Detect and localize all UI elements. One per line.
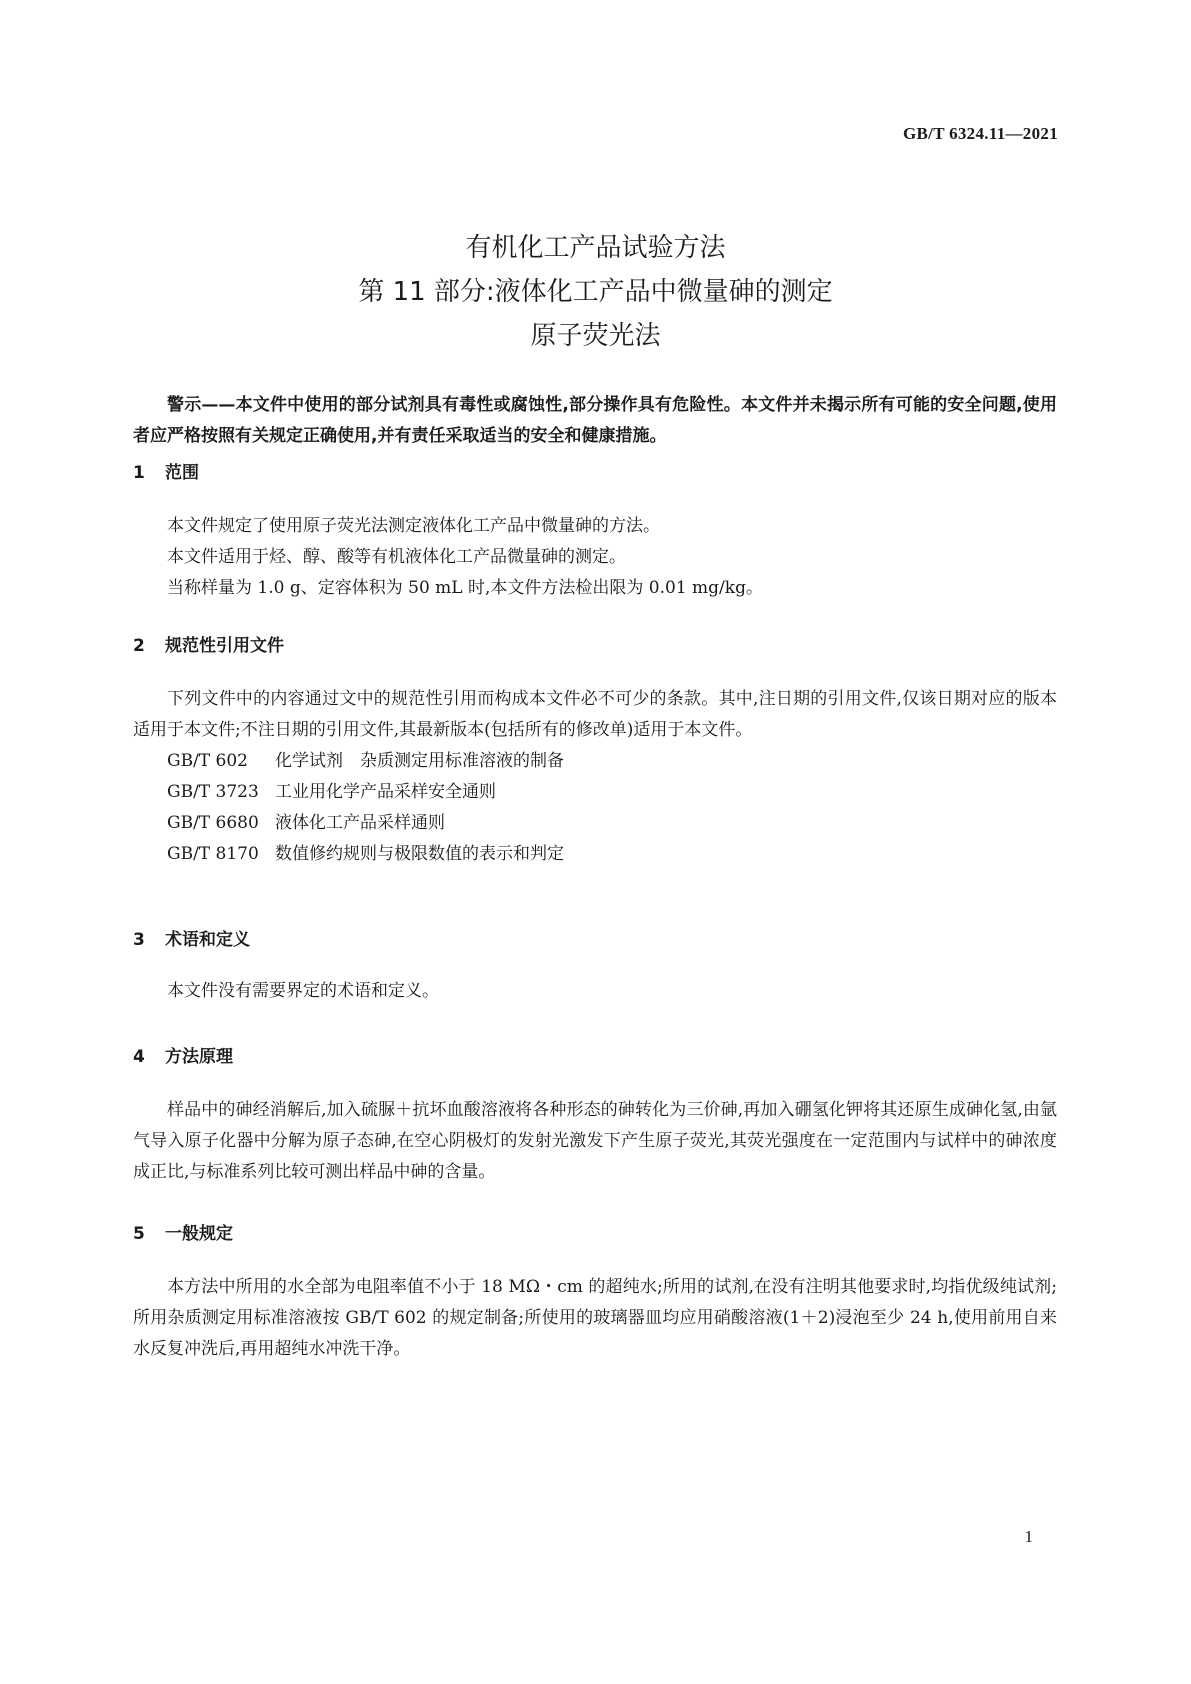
reference-code: GB/T 602 [167,751,248,771]
reference-code: GB/T 6680 [167,813,259,833]
reference-item [133,777,1057,808]
section-1-heading [133,458,199,483]
section-5-body [133,1272,1057,1365]
reference-code: GB/T 3723 [167,782,259,802]
section-number: 4 [133,1047,145,1067]
section-2-heading [133,631,284,656]
reference-title: 化学试剂 杂质测定用标准溶液的制备 [275,751,564,771]
section-number: 1 [133,463,145,483]
section-number: 5 [133,1224,145,1244]
section-title: 一般规定 [165,1224,233,1244]
section-title: 方法原理 [165,1047,233,1067]
paragraph: 本方法中所用的水全部为电阻率值不小于 18 MΩ・cm 的超纯水;所用的试剂,在没有注明其他要求时,均指优级纯试剂;所用杂质测定用标准溶液按 GB/T 602 的规定制备;所使用的玻璃器皿均应用硝酸溶液(1＋2)浸泡至少 24 h,使用前用自来水反复冲洗后,再用超纯水冲洗干净。 [133,1277,1057,1359]
title-line-3: 原子荧光法 [530,321,661,351]
section-5-heading [133,1219,233,1244]
standard-code: GB/T 6324.11—2021 [903,124,1058,143]
section-title: 术语和定义 [165,930,250,950]
warning-text: 警示——本文件中使用的部分试剂具有毒性或腐蚀性,部分操作具有危险性。本文件并未揭示所有可能的安全问题,使用者应严格按照有关规定正确使用,并有责任采取适当的安全和健康措施。 [133,395,1057,446]
reference-item [133,808,1057,839]
section-4-heading [133,1042,233,1067]
paragraph: 本文件适用于烃、醇、酸等有机液体化工产品微量砷的测定。 [167,547,626,567]
paragraph: 当称样量为 1.0 g、定容体积为 50 mL 时,本文件方法检出限为 0.01 mg/kg。 [167,578,763,598]
section-number: 3 [133,930,145,950]
paragraph: 下列文件中的内容通过文中的规范性引用而构成本文件必不可少的条款。其中,注日期的引用文件,仅该日期对应的版本适用于本文件;不注日期的引用文件,其最新版本(包括所有的修改单)适用于本文件。 [133,689,1057,740]
paragraph: 本文件规定了使用原子荧光法测定液体化工产品中微量砷的方法。 [167,516,660,536]
reference-item [133,839,1057,870]
section-2-body [133,684,1057,870]
section-4-body [133,1095,1057,1188]
paragraph: 样品中的砷经消解后,加入硫脲＋抗坏血酸溶液将各种形态的砷转化为三价砷,再加入硼氢化钾将其还原生成砷化氢,由氩气导入原子化器中分解为原子态砷,在空心阴极灯的发射光激发下产生原子荧光,其荧光强度在一定范围内与试样中的砷浓度成正比,与标准系列比较可测出样品中砷的含量。 [133,1100,1057,1182]
reference-code: GB/T 8170 [167,844,259,864]
reference-item [133,746,1057,777]
section-title: 规范性引用文件 [165,636,284,656]
section-title: 范围 [165,463,199,483]
paragraph: 本文件没有需要界定的术语和定义。 [167,981,439,1001]
section-3-body [133,976,1057,1007]
section-3-heading [133,925,250,950]
title-line-2: 第 11 部分:液体化工产品中微量砷的测定 [358,277,833,307]
reference-title: 数值修约规则与极限数值的表示和判定 [275,844,564,864]
reference-title: 工业用化学产品采样安全通则 [275,782,496,802]
title-line-1: 有机化工产品试验方法 [465,233,726,263]
warning-notice [133,390,1057,452]
section-1-body [133,511,1057,604]
page-number: 1 [1024,1527,1033,1546]
section-number: 2 [133,636,145,656]
reference-title: 液体化工产品采样通则 [275,813,445,833]
